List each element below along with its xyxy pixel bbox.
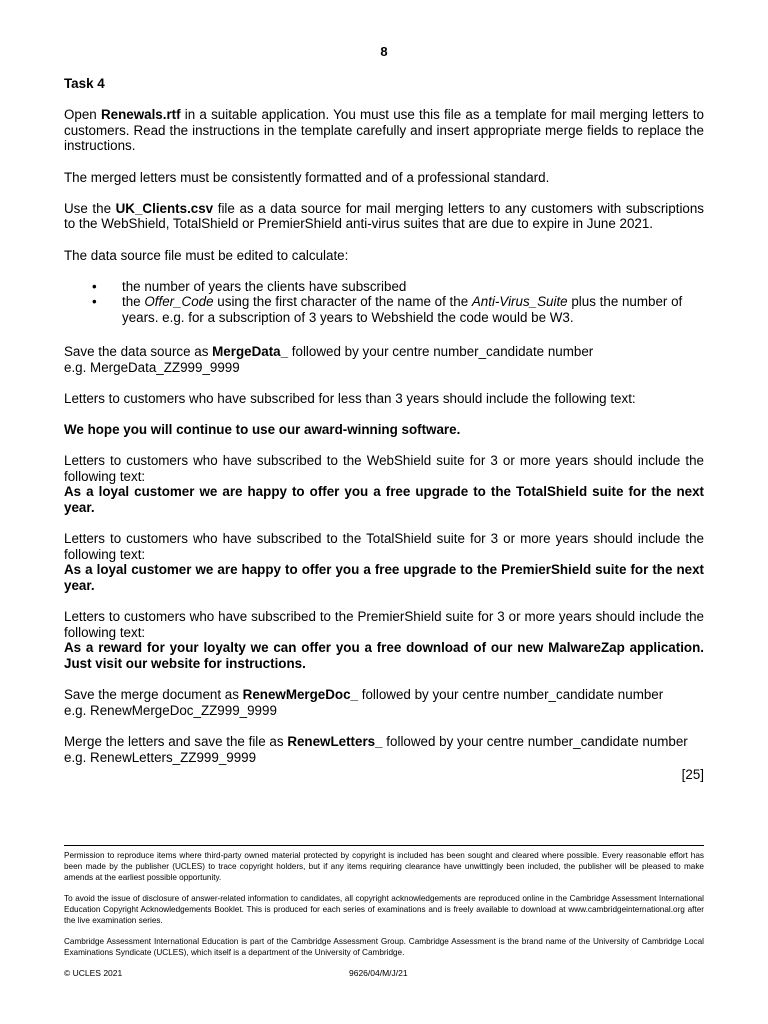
disclosure-notice: To avoid the issue of disclosure of answer-related information to candidates, all copyright acknowledgements are reproduced online in the Cambridge Assessment International Education Copyright Acknowledgements Booklet. This is produced for each series of examinations and is freely available to download at www.cambridgeinternational.org after the live examination series. [64, 894, 704, 925]
totalshield-instruction: Letters to customers who have subscribed to the TotalShield suite for 3 or more years should include the following text: As a loyal customer we are happy to offer you a free upgrade to the PremierShield suite for the next year. [64, 531, 704, 593]
formatting-instruction: The merged letters must be consistently formatted and of a professional standard. [64, 169, 550, 185]
premiershield-text: As a reward for your loyalty we can offer you a free download of our new MalwareZap application. Just visit our website for instructions. [64, 640, 704, 671]
mergedata-example: e.g. MergeData_ZZ999_9999 [64, 359, 240, 375]
save-merge-document-instruction: Save the merge document as RenewMergeDoc_ followed by your centre number_candidate number e.g. RenewMergeDoc_ZZ999_9999 [64, 687, 664, 718]
webshield-text: As a loyal customer we are happy to offer you a free upgrade to the TotalShield suite for the next year. [64, 484, 704, 516]
copyright-text: © UCLES 2021 [64, 968, 123, 978]
under-3-years-instruction: Letters to customers who have subscribed for less than 3 years should include the following text: [64, 390, 636, 406]
list-item: • the number of years the clients have subscribed [92, 278, 407, 294]
cambridge-notice: Cambridge Assessment International Education is part of the Cambridge Assessment Group. Cambridge Assessment is the brand name of the University of Cambridge Local Examinations Syndicate (UCLES), which itself is a department of the University of Cambridge. [64, 937, 704, 957]
task-content [64, 76, 704, 783]
open-template-instruction: Open Renewals.rtf in a suitable application. You must use this file as a template for mail merging letters to customers. Read the instructions in the template carefully and insert appropriate merge fields to replace the instructions. [64, 107, 704, 154]
footer-divider [64, 845, 704, 846]
renewmergedoc-example: e.g. RenewMergeDoc_ZZ999_9999 [64, 702, 277, 718]
renewletters-filename: RenewLetters_ [287, 733, 383, 749]
calculate-intro: The data source file must be edited to calculate: [64, 247, 349, 263]
footer-bottom [64, 968, 704, 978]
under-3-years-text: We hope you will continue to use our award-winning software. [64, 422, 461, 438]
marks-total: [25] [681, 767, 704, 783]
totalshield-text: As a loyal customer we are happy to offer you a free upgrade to the PremierShield suite for the next year. [64, 562, 704, 593]
task-title: Task 4 [64, 76, 105, 91]
premiershield-instruction: Letters to customers who have subscribed to the PremierShield suite for 3 or more years should include the following text: As a reward for your loyalty we can offer you a free download of our new MalwareZap application. Just visit our website for instructions. [64, 609, 704, 671]
mergedata-filename: MergeData_ [212, 344, 289, 360]
webshield-instruction: Letters to customers who have subscribed to the WebShield suite for 3 or more years should include the following text: As a loyal customer we are happy to offer you a free upgrade to the TotalShield suite for the next year. [64, 453, 704, 516]
page-number: 8 [380, 44, 388, 59]
bullet-icon: • [92, 294, 97, 310]
list-item: • the Offer_Code using the first character of the name of the Anti-Virus_Suite plus the number of years. e.g. for a subscription of 3 years to Webshield the code would be W3. [92, 294, 683, 325]
save-data-source-instruction: Save the data source as MergeData_ followed by your centre number_candidate number e.g. MergeData_ZZ999_9999 [64, 344, 594, 375]
renewmergedoc-filename: RenewMergeDoc_ [242, 687, 359, 703]
footer-notices [64, 850, 704, 968]
renewletters-example: e.g. RenewLetters_ZZ999_9999 [64, 749, 257, 765]
data-source-filename: UK_Clients.csv [115, 200, 214, 216]
calculation-list [64, 279, 704, 326]
template-filename: Renewals.rtf [100, 107, 181, 123]
bullet-icon: • [92, 278, 97, 294]
permission-notice: Permission to reproduce items where third-party owned material protected by copyright is included has been sought and cleared where possible. Every reasonable effort has been made by the publisher (UCLES) to trace copyright holders, but if any items requiring clearance have unwittingly been included, the publisher will be pleased to make amends at the earliest possible opportunity. [64, 851, 704, 882]
data-source-instruction: Use the UK_Clients.csv file as a data source for mail merging letters to any customers with subscriptions to the WebShield, TotalShield or PremierShield anti-virus suites that are due to expire in June 2021. [64, 200, 705, 232]
merge-letters-instruction: Merge the letters and save the file as RenewLetters_ followed by your centre number_candidate number e.g. RenewLetters_ZZ999_9999 [64, 733, 688, 765]
paper-code: 9626/04/M/J/21 [349, 968, 408, 978]
